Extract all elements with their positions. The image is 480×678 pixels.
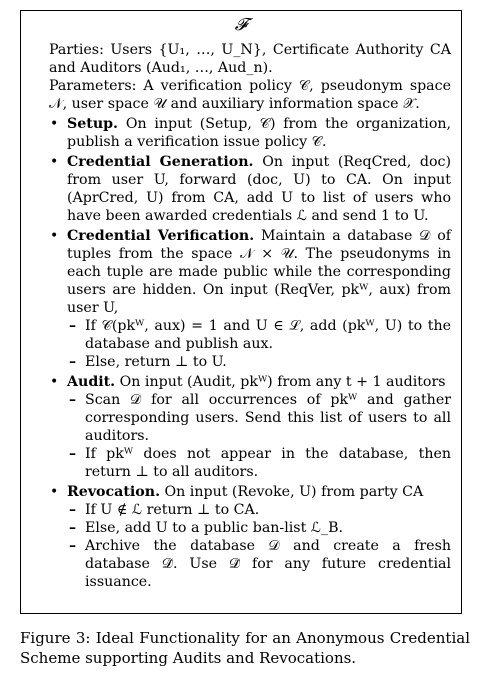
item-text: On input (Revoke, U) from party CA: [164, 484, 424, 500]
sub-list-item: – If pkᵂ does not appear in the database, then return ⊥ to all auditors.: [67, 445, 451, 481]
item-title: Credential Verification.: [67, 228, 255, 244]
functionality-symbol: 𝓕: [234, 15, 248, 35]
item-text: On input (ReqCred, doc) from user U, forward (doc, U) to CA. On input (AprCred, U) from CA, add U to list of users who have been awarded credentials ℒ and send 1 to U.: [67, 154, 451, 224]
item-text: Maintain a database 𝒟 of tuples from the space 𝒩 × 𝒰. The pseudonyms in each tuple are made public while the corresponding users are hidden. On input (ReqVer, pkᵂ, aux) from user U,: [67, 228, 451, 316]
sub-list: [67, 501, 451, 591]
parties-paragraph: Parties: Users {U₁, …, U_N}, Certificate Authority CA and Auditors (Aud₁, …, Aud_n).: [49, 42, 451, 76]
item-title: Revocation.: [67, 484, 161, 500]
item-title: Credential Generation.: [67, 154, 254, 170]
sub-list-item: – Else, add U to a public ban-list ℒ_B.: [67, 519, 451, 537]
figure-caption: Figure 3: Ideal Functionality for an Anonymous Credential Scheme supporting Audits and Revocations.: [20, 629, 470, 667]
sub-list: [67, 317, 451, 371]
functionality-content: [21, 41, 461, 591]
list-item-revocation: [49, 483, 451, 591]
sub-list-item: – Else, return ⊥ to U.: [67, 353, 451, 371]
item-text: On input (Setup, 𝒞) from the organization, publish a verification issue policy 𝒞.: [67, 116, 452, 150]
parameters-paragraph: Parameters: A verification policy 𝒞, pseudonym space 𝒩, user space 𝒰 and auxiliary information space 𝒳.: [49, 78, 451, 112]
item-title: Setup.: [67, 116, 119, 132]
sub-list-item: – Archive the database 𝒟 and create a fresh database 𝒟̃. Use 𝒟̃ for any future credential issuance.: [67, 537, 451, 591]
sub-list-item: – Scan 𝒟 for all occurrences of pkᵂ and gather corresponding users. Send this list of users to all auditors.: [67, 391, 451, 445]
list-item-credential-generation: [49, 153, 451, 225]
sub-list-item: – If U ∉ ℒ return ⊥ to CA.: [67, 501, 451, 519]
item-title: Audit.: [67, 374, 116, 390]
functionality-list: [49, 115, 451, 591]
list-item-setup: [49, 115, 451, 151]
sub-list-item: – If 𝒞(pkᵂ, aux) = 1 and U ∈ ℒ, add (pkᵂ, U) to the database and publish aux.: [67, 317, 451, 353]
list-item-audit: [49, 373, 451, 481]
functionality-box: [20, 10, 462, 614]
item-text: On input (Audit, pkᵂ) from any t + 1 auditors: [119, 374, 446, 390]
sub-list: [67, 391, 451, 481]
list-item-credential-verification: [49, 227, 451, 371]
